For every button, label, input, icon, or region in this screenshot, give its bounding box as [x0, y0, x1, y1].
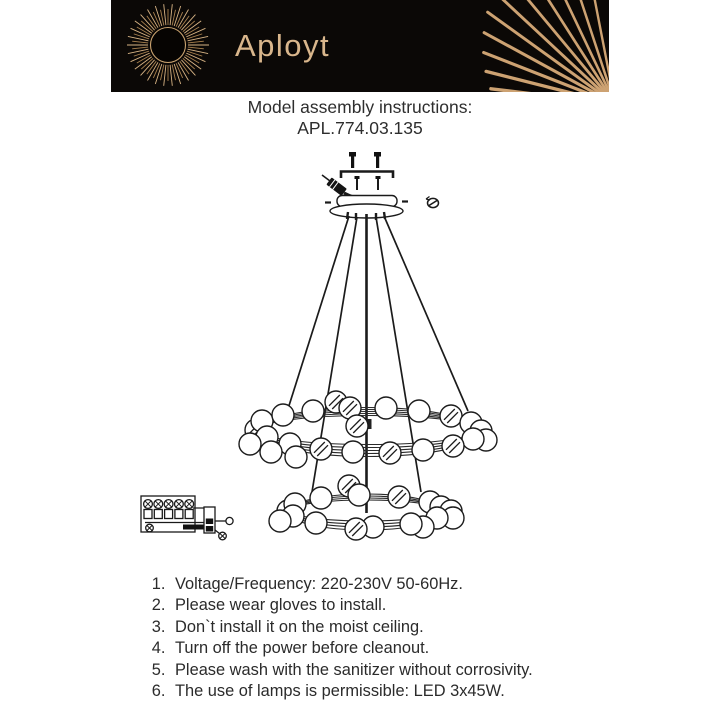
canopy-assembly [322, 152, 408, 218]
terminal-block-diagram [141, 496, 233, 540]
model-code: APL.774.03.135 [297, 118, 423, 138]
title-block [0, 97, 720, 138]
lower-ring-balls [269, 475, 464, 540]
brand-banner [111, 0, 609, 92]
upper-ring-balls [239, 391, 497, 468]
instruction-item: 6. The use of lamps is permissible: LED 3x45W. [170, 681, 601, 702]
instruction-list [141, 574, 601, 702]
page-title: Model assembly instructions: [247, 97, 473, 117]
instruction-item: 2. Please wear gloves to install. [170, 595, 601, 616]
instruction-item: 1. Voltage/Frequency: 220-230V 50-60Hz. [170, 574, 601, 595]
upper-ring [256, 408, 480, 457]
brand-name: Aployt [235, 28, 331, 63]
starburst-center [151, 28, 186, 63]
suspension-cables [287, 212, 468, 513]
rod-clamp [362, 419, 372, 429]
screw-rotation-icon [426, 197, 439, 208]
banner-art [111, 0, 609, 92]
power-plug [326, 177, 347, 196]
instruction-item: 3. Don`t install it on the moist ceiling. [170, 617, 601, 638]
instruction-item: 4. Turn off the power before cleanout. [170, 638, 601, 659]
lower-ring [288, 494, 444, 530]
instruction-item: 5. Please wash with the sanitizer without corrosivity. [170, 660, 601, 681]
rays-decoration [484, 0, 609, 92]
